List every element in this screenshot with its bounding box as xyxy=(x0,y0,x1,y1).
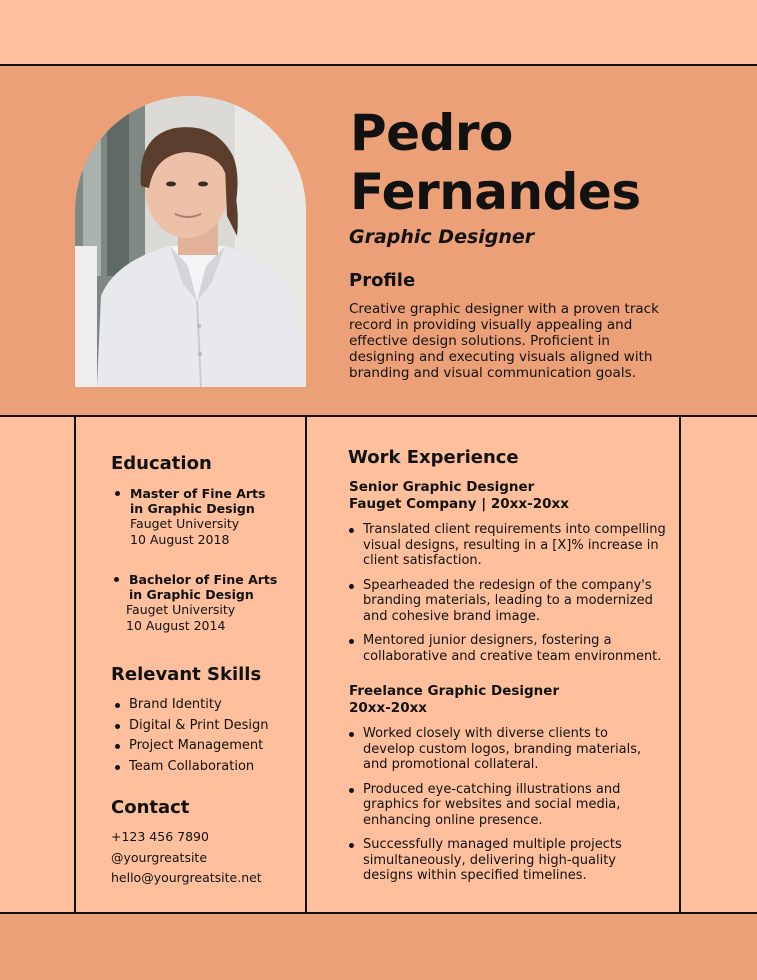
education-date: 10 August 2014 xyxy=(126,618,226,633)
school-name: Fauget University xyxy=(130,516,240,531)
candidate-name xyxy=(350,104,641,222)
education-item xyxy=(112,572,277,634)
bullet-line: designs within specified timelines. xyxy=(363,868,587,883)
job-role: Freelance Graphic Designer xyxy=(349,683,560,699)
bullet-line: Produced eye-catching illustrations and xyxy=(363,781,621,797)
contact-heading: Contact xyxy=(111,797,190,818)
job-role: Senior Graphic Designer xyxy=(349,479,535,495)
job-bullet xyxy=(347,837,667,884)
job-bullets xyxy=(347,726,667,893)
job-bullet xyxy=(347,726,667,773)
education-heading: Education xyxy=(111,453,212,474)
degree-line: Master of Fine Arts xyxy=(130,486,266,501)
divider-middle xyxy=(305,416,307,914)
contact-phone: +123 456 7890 xyxy=(111,829,209,844)
contact-website: @yourgreatsite xyxy=(111,849,208,865)
bullet-line: Spearheaded the redesign of the company's xyxy=(363,577,652,593)
bullet-line: develop custom logos, branding materials, xyxy=(363,741,642,757)
work-heading: Work Experience xyxy=(348,447,519,468)
skill-item: Digital & Print Design xyxy=(113,716,268,737)
bullet-line: Mentored junior designers, fostering a xyxy=(363,633,612,648)
degree-line: in Graphic Design xyxy=(130,501,255,516)
bullet-icon xyxy=(115,491,120,496)
bottom-band xyxy=(0,912,757,980)
degree-line: in Graphic Design xyxy=(129,587,254,602)
bullet-icon xyxy=(114,577,119,582)
bullet-line: branding materials, leading to a modernized xyxy=(363,593,653,608)
last-name: Fernandes xyxy=(350,163,641,221)
profile-line: designing and executing visuals aligned with xyxy=(349,349,653,365)
skill-item: Brand Identity xyxy=(113,695,268,716)
bullet-line: visual designs, resulting in a [X]% increase in xyxy=(363,537,659,553)
bullet-line: Worked closely with diverse clients to xyxy=(363,726,608,741)
bullet-line: and cohesive brand image. xyxy=(363,608,540,624)
profile-line: Creative graphic designer with a proven track xyxy=(349,301,659,317)
bullet-line: simultaneously, delivering high-quality xyxy=(363,852,616,868)
profile-text xyxy=(349,301,679,381)
skill-item: Project Management xyxy=(113,736,268,757)
job-header xyxy=(349,479,569,513)
portrait-illustration xyxy=(75,96,306,387)
contact-list xyxy=(111,827,262,889)
job-title: Graphic Designer xyxy=(349,226,535,248)
job-bullet xyxy=(347,522,667,569)
divider-right xyxy=(679,416,681,914)
top-band xyxy=(0,0,757,66)
degree-line: Bachelor of Fine Arts xyxy=(129,572,278,587)
bullet-line: collaborative and creative team environment. xyxy=(363,648,662,664)
education-item xyxy=(113,486,265,548)
bullet-line: client satisfaction. xyxy=(363,553,482,568)
first-name: Pedro xyxy=(350,104,513,162)
bullet-line: graphics for websites and social media, xyxy=(363,797,621,812)
job-bullet xyxy=(347,578,667,625)
job-bullet xyxy=(347,782,667,829)
contact-email: hello@yourgreatsite.net xyxy=(111,870,262,885)
profile-line: record in providing visually appealing and xyxy=(349,317,633,333)
profile-line: effective design solutions. Proficient in xyxy=(349,333,610,349)
job-header xyxy=(349,683,559,717)
divider-left xyxy=(74,416,76,914)
job-bullets xyxy=(347,522,667,673)
job-bullet xyxy=(347,633,667,664)
profile-heading: Profile xyxy=(349,270,416,291)
bullet-line: Translated client requirements into compelling xyxy=(363,522,666,537)
profile-line: branding and visual communication goals. xyxy=(349,365,636,381)
job-company: Fauget Company | 20xx-20xx xyxy=(349,496,569,512)
skill-item: Team Collaboration xyxy=(113,757,268,778)
skills-list xyxy=(113,695,268,777)
job-company: 20xx-20xx xyxy=(349,700,428,716)
bullet-line: enhancing online presence. xyxy=(363,812,543,828)
school-name: Fauget University xyxy=(126,602,236,617)
bullet-line: and promotional collateral. xyxy=(363,757,539,772)
profile-photo xyxy=(75,96,306,387)
education-date: 10 August 2018 xyxy=(130,532,230,547)
bullet-line: Successfully managed multiple projects xyxy=(363,837,622,852)
skills-heading: Relevant Skills xyxy=(111,664,262,685)
